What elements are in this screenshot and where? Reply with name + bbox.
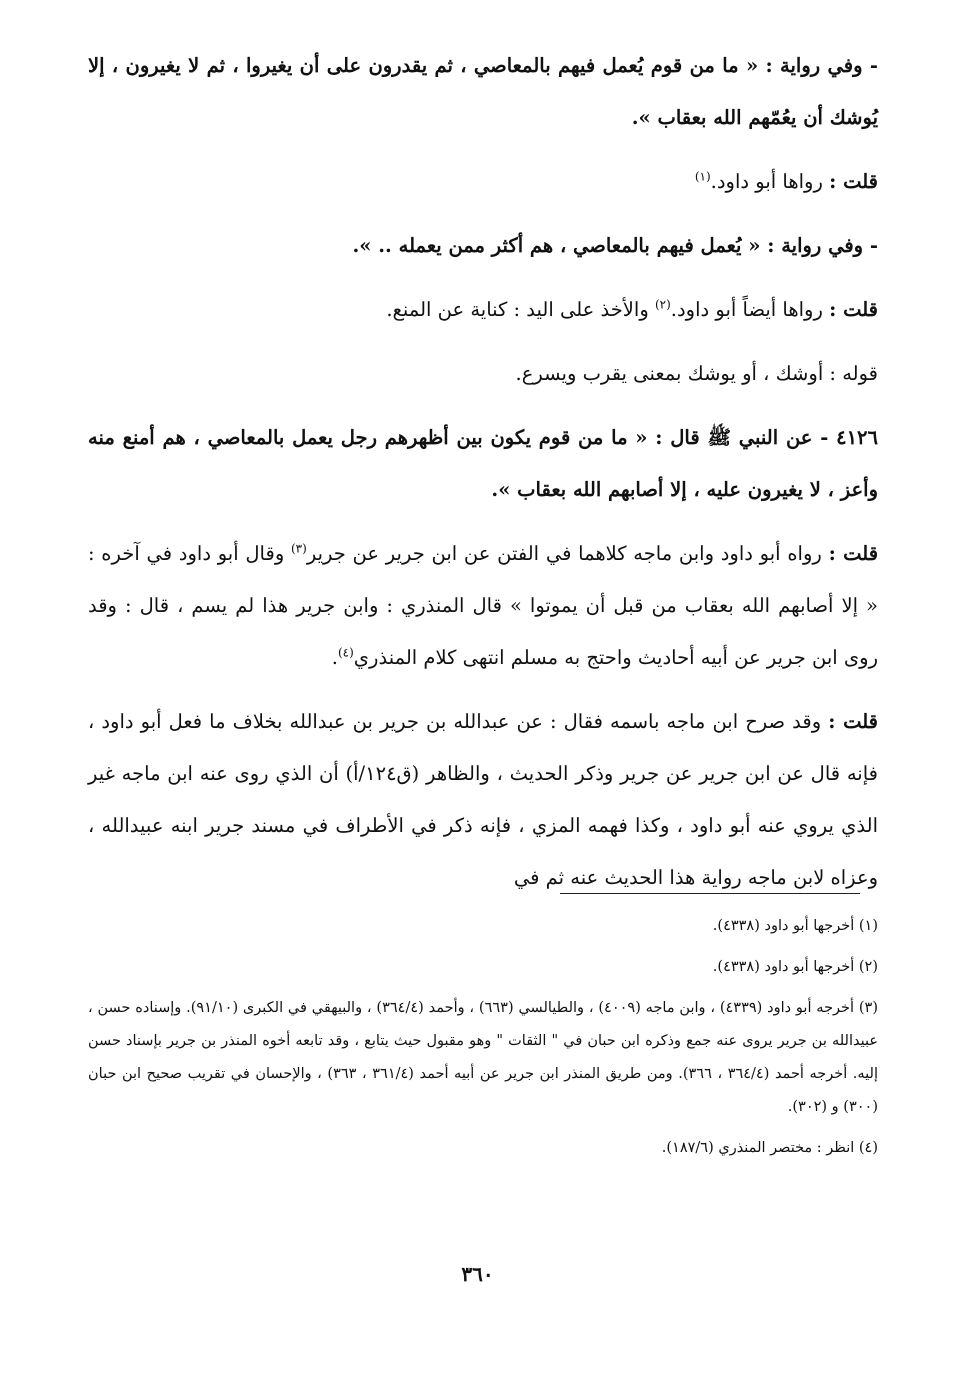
footnote-ref: (٣) [290, 541, 307, 556]
paragraph-note-1 [88, 156, 878, 208]
paragraph-text: رواها أبو داود. [710, 170, 823, 193]
paragraph-text: رواها أيضاً أبو داود. [670, 298, 823, 321]
paragraph-text: وقد صرح ابن ماجه باسمه فقال : عن عبدالله بن جرير بن عبدالله بخلاف ما فعل أبو داود ، فإنه قال عن ابن جرير عن جرير وذكر الحديث ، والظاهر (ق١٢٤/أ) أن الذي روى عنه ابن ماجه غير الذي يروي عنه أبو داود ، وكذا فهمه المزي ، فإنه ذكر في الأطراف في مسند جرير ابنه عبيدالله ، وعزاه لابن ماجه رواية هذا الحديث عنه ثم في [88, 710, 878, 889]
paragraph-label: قلت : [829, 298, 878, 321]
paragraph-narration-2 [88, 220, 878, 272]
footnote-divider [560, 893, 860, 894]
paragraph-label: قلت : [828, 542, 879, 565]
page-number: ٣٦٠ [461, 1262, 494, 1286]
paragraph-note-2 [88, 284, 878, 336]
paragraph-label: قلت : [828, 710, 878, 733]
footnote-1: (١) أخرجها أبو داود (٤٣٣٨). [712, 918, 878, 934]
footnote-ref: (٢) [654, 297, 671, 312]
paragraph-text: « يُعمل فيهم بالمعاصي ، هم أكثر ممن يعمله .. ». [352, 234, 761, 257]
paragraph-text-continued: وقال أبو داود في آخره : « إلا أصابهم الله بعقاب من قبل أن يموتوا » قال المنذري : وابن جرير هذا لم يسم ، قال : وقد روى ابن جرير عن أبيه أحاديث واحتج به مسلم انتهى كلام المنذري [88, 542, 878, 669]
footnote-ref: (٤) [337, 645, 354, 660]
paragraph-text-continued: والأخذ على اليد : كناية عن المنع. [386, 298, 649, 321]
paragraph-text: رواه أبو داود وابن ماجه كلاهما في الفتن عن ابن جرير عن جرير [306, 542, 822, 565]
footnotes [88, 910, 878, 1173]
paragraph-note-3 [88, 528, 878, 684]
footnote-ref: (١) [694, 169, 711, 184]
paragraph-label: - وفي رواية : [767, 234, 878, 257]
paragraph-hadith-4126 [88, 412, 878, 516]
paragraph-text: « ما من قوم يُعمل فيهم بالمعاصي ، ثم يقدرون على أن يغيروا ، ثم لا يغيرون ، إلا يُوشك أن يعُمّهم الله بعقاب ». [88, 54, 878, 129]
footnote-3: (٣) أخرجه أبو داود (٤٣٣٩) ، وابن ماجه (٤٠٠٩) ، والطيالسي (٦٦٣) ، وأحمد (٣٦٤/٤) ، والبيهقي في الكبرى (٩١/١٠). وإسناده حسن ، عبيدالله بن جرير يروى عنه جمع وذكره ابن حبان في " الثقات " وهو مقبول حيث يتابع ، وقد تابعه أخوه المنذر بن جرير بإسناد حسن إليه. أخرجه أحمد (٣٦٤/٤ ، ٣٦٦). ومن طريق المنذر ابن جرير عن أبيه أحمد (٣٦١/٤ ، ٣٦٣) ، والإحسان في تقريب صحيح ابن حبان (٣٠٠) و (٣٠٢). [88, 1000, 878, 1115]
paragraph-text: قوله : أوشك ، أو يوشك بمعنى يقرب ويسرع. [515, 362, 878, 385]
paragraph-text: « ما من قوم يكون بين أظهرهم رجل يعمل بالمعاصي ، هم أمنع منه وأعز ، لا يغيرون عليه ، إلا أصابهم الله بعقاب ». [88, 426, 878, 501]
footnote-4: (٤) انظر : مختصر المنذري (١٨٧/٦). [661, 1140, 878, 1156]
paragraph-note-4 [88, 696, 878, 904]
paragraph-label: قلت : [829, 170, 878, 193]
paragraph-explanation [88, 348, 878, 400]
paragraph-label: ٤١٢٦ - عن النبي ﷺ قال : [655, 426, 878, 449]
main-text [88, 40, 878, 916]
paragraph-narration-1 [88, 40, 878, 144]
paragraph-end: . [331, 646, 338, 669]
footnote-2: (٢) أخرجها أبو داود (٤٣٣٨). [712, 959, 878, 975]
paragraph-label: - وفي رواية : [765, 54, 878, 77]
